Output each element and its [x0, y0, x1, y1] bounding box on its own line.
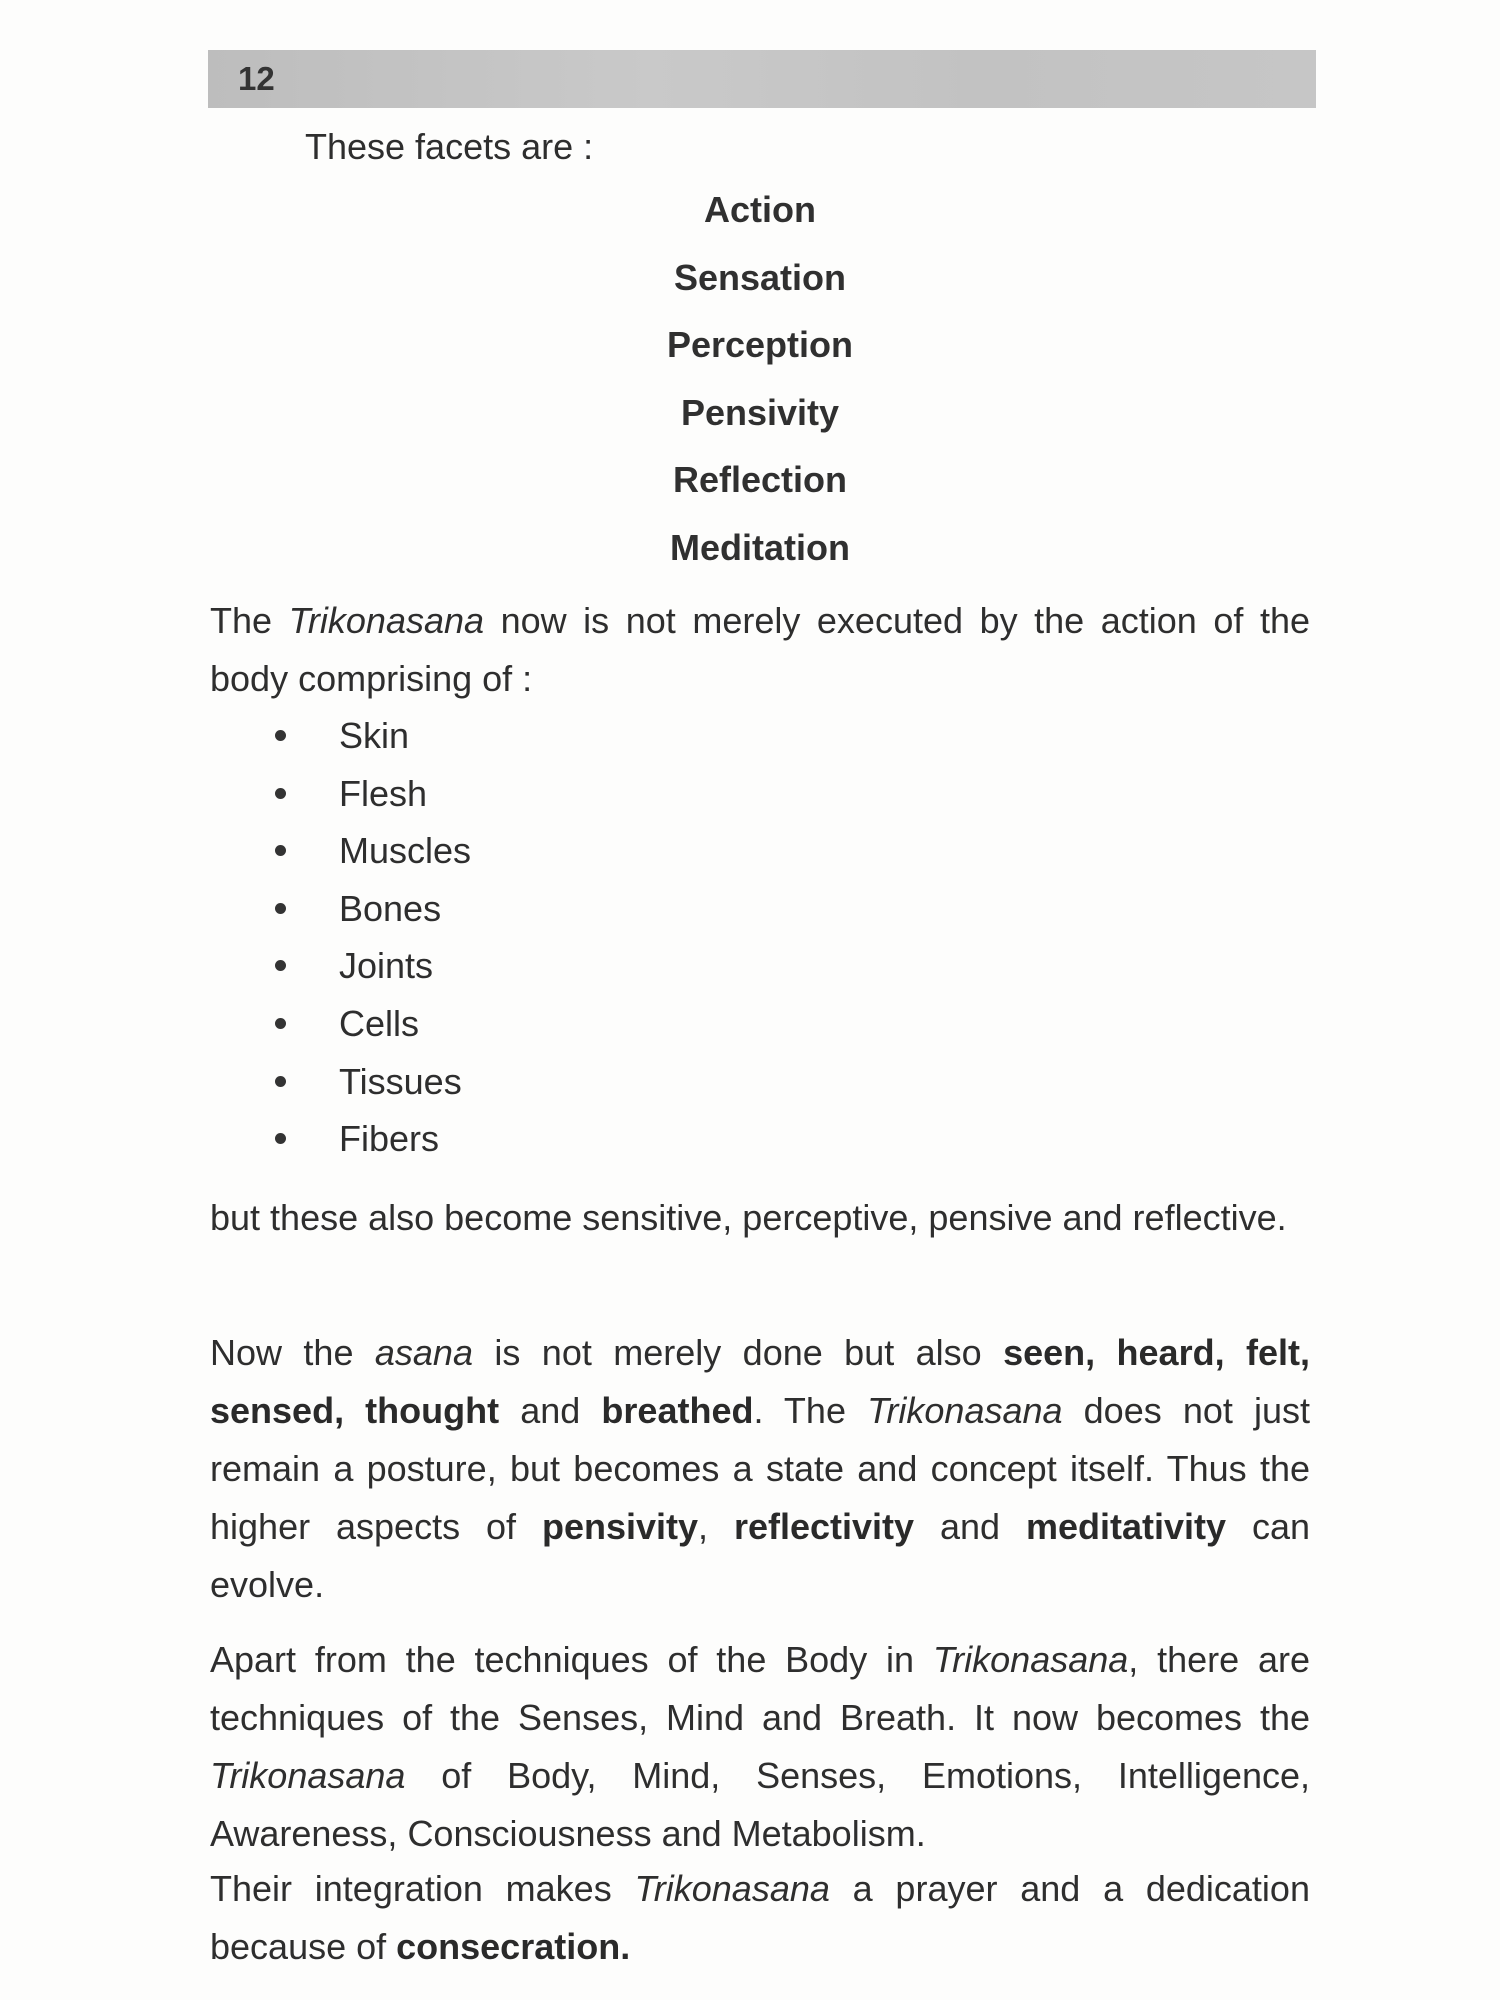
bullet-icon — [275, 1133, 286, 1144]
text-run: of Body, Mind, Senses, Emotions, Intelligence, Awareness, Consciousness and Metabolism. — [210, 1755, 1310, 1854]
list-item-label: Tissues — [339, 1060, 462, 1102]
list-item — [275, 765, 471, 823]
facet-item: Action — [704, 189, 816, 230]
text-run: The — [210, 600, 289, 641]
bold-term: meditativity — [1025, 1506, 1227, 1547]
bold-term: reflectivity — [733, 1506, 915, 1547]
list-item — [275, 880, 471, 938]
text-run: and — [499, 1390, 602, 1431]
text-run: does not just remain a posture, but becomes a state and concept itself. Thus the higher aspects of — [210, 1390, 1311, 1547]
text-run: and — [914, 1506, 1026, 1547]
body-parts-list — [275, 707, 471, 1168]
facet-item: Meditation — [670, 526, 850, 568]
facet-item: Sensation — [673, 256, 847, 298]
text-run: can evolve. — [210, 1506, 1311, 1605]
text-run: , there are techniques of the Senses, Mind and Breath. It now becomes the — [210, 1639, 1310, 1738]
text-run: a prayer and a dedication because of — [210, 1868, 1310, 1967]
paragraph-techniques — [210, 1631, 1310, 1863]
italic-term: Trikonasana — [932, 1639, 1129, 1680]
list-item-label: Bones — [339, 887, 442, 929]
list-item — [275, 1053, 471, 1111]
italic-term: Trikonasana — [867, 1390, 1063, 1431]
list-item — [275, 822, 471, 880]
bold-term: pensivity — [541, 1506, 699, 1547]
list-item — [275, 1110, 471, 1168]
facets-intro: These facets are : — [305, 126, 594, 167]
facet-item: Perception — [666, 324, 854, 366]
text-run: Now the — [210, 1332, 375, 1373]
bullet-icon — [275, 1076, 286, 1087]
list-item-label: Skin — [339, 715, 410, 756]
paragraph-trikonasana-body — [210, 592, 1310, 708]
list-item-label: Flesh — [339, 772, 428, 814]
bullet-icon — [275, 845, 286, 856]
list-item-label: Muscles — [339, 830, 472, 872]
list-item-label: Joints — [339, 945, 434, 987]
paragraph-sensitive: but these also become sensitive, perceptive, pensive and reflective. — [210, 1197, 1287, 1238]
list-item-label: Cells — [339, 1002, 420, 1044]
text-run: , — [698, 1506, 734, 1547]
italic-term: Trikonasana — [288, 600, 485, 641]
text-run: Apart from the techniques of the Body in — [210, 1639, 933, 1680]
bullet-icon — [275, 788, 286, 799]
text-run: Their integration makes — [210, 1868, 635, 1909]
paragraph-asana-seen — [210, 1324, 1310, 1614]
list-item-label: Fibers — [339, 1118, 440, 1160]
page-number: 12 — [238, 60, 275, 97]
bold-term: seen, heard, felt, sensed, thought — [210, 1332, 1310, 1431]
text-run: now is not merely executed by the action of the body comprising of : — [210, 600, 1310, 699]
facet-item: Pensivity — [680, 391, 840, 433]
bold-term: breathed — [601, 1390, 754, 1431]
facet-item: Reflection — [672, 459, 848, 501]
paragraph-integration — [210, 1860, 1310, 1976]
italic-term: Trikonasana — [210, 1755, 406, 1796]
text-run: . The — [753, 1390, 868, 1431]
text-run: is not merely done but also — [472, 1332, 1004, 1373]
bullet-icon — [275, 960, 286, 971]
italic-term: Trikonasana — [634, 1868, 830, 1909]
bullet-icon — [275, 903, 286, 914]
page-header-bar — [208, 50, 1316, 108]
italic-term: asana — [374, 1332, 473, 1373]
bullet-icon — [275, 730, 286, 741]
list-item — [275, 707, 471, 765]
list-item — [275, 995, 471, 1053]
facets-list — [560, 176, 960, 582]
bold-term: consecration. — [396, 1926, 631, 1967]
list-item — [275, 937, 471, 995]
bullet-icon — [275, 1018, 286, 1029]
